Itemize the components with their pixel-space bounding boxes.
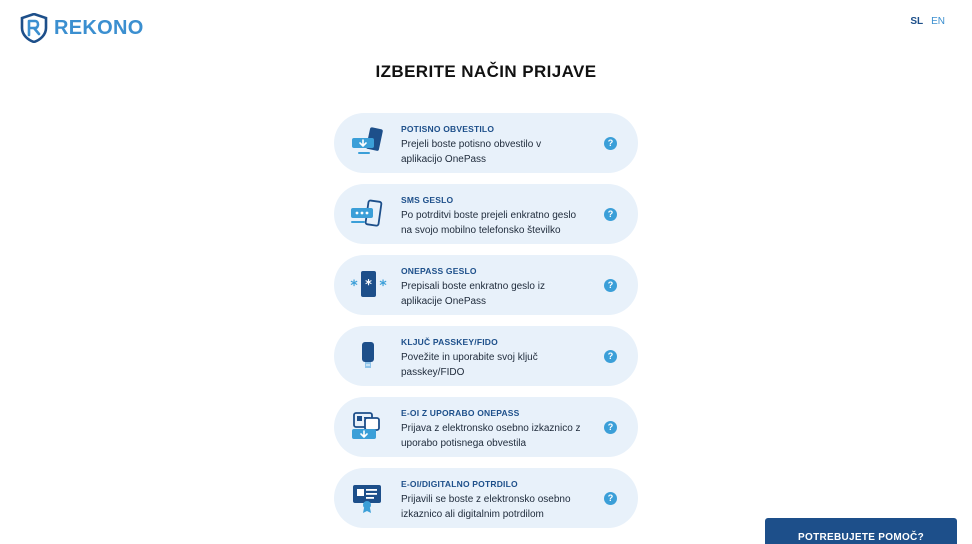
option-eid-onepass[interactable] bbox=[334, 397, 638, 457]
svg-text:*: * bbox=[379, 278, 387, 294]
help-icon[interactable]: ? bbox=[604, 279, 617, 292]
login-options-list bbox=[334, 113, 638, 539]
svg-text:*: * bbox=[350, 278, 358, 294]
option-title: KLJUČ PASSKEY/FIDO bbox=[401, 337, 498, 347]
option-description bbox=[401, 350, 596, 380]
help-icon[interactable]: ? bbox=[604, 208, 617, 221]
rekono-logo[interactable] bbox=[20, 13, 144, 43]
lang-sl[interactable]: SL bbox=[910, 16, 924, 27]
usb-key-icon bbox=[350, 338, 386, 374]
svg-text:*: * bbox=[365, 278, 372, 293]
option-description-line: aplikacijo OnePass bbox=[401, 154, 487, 165]
option-description-line: Po potrditvi boste prejeli enkratno geslo bbox=[401, 210, 577, 221]
option-description bbox=[401, 208, 596, 238]
eid-card-icon bbox=[350, 409, 386, 445]
help-icon[interactable]: ? bbox=[604, 350, 617, 363]
option-passkey-fido[interactable] bbox=[334, 326, 638, 386]
option-description-line: Prejeli boste potisno obvestilo v bbox=[401, 139, 542, 150]
page-title: IZBERITE NAČIN PRIJAVE bbox=[375, 62, 597, 81]
sms-icon bbox=[350, 196, 386, 232]
option-sms[interactable] bbox=[334, 184, 638, 244]
option-title: POTISNO OBVESTILO bbox=[401, 124, 495, 134]
option-title: ONEPASS GESLO bbox=[401, 266, 477, 276]
option-description-line: izkaznico ali digitalnim potrdilom bbox=[401, 509, 544, 520]
option-description bbox=[401, 279, 596, 309]
option-title: E-OI/DIGITALNO POTRDILO bbox=[401, 479, 518, 489]
brand-name: REKONO bbox=[54, 17, 144, 39]
option-description-line: Prepisali boste enkratno geslo iz bbox=[401, 281, 545, 292]
need-help-button[interactable]: POTREBUJETE POMOČ? bbox=[765, 518, 957, 544]
help-icon[interactable]: ? bbox=[604, 421, 617, 434]
option-description-line: na svojo mobilno telefonsko številko bbox=[401, 225, 561, 236]
option-title: SMS GESLO bbox=[401, 195, 454, 205]
onepass-code-icon bbox=[350, 267, 386, 303]
help-icon[interactable]: ? bbox=[604, 492, 617, 505]
option-description bbox=[401, 492, 596, 522]
option-description bbox=[401, 137, 596, 167]
push-notification-icon bbox=[350, 125, 386, 161]
option-description-line: aplikacije OnePass bbox=[401, 296, 487, 307]
certificate-icon bbox=[350, 480, 386, 516]
option-title: E-OI Z UPORABO ONEPASS bbox=[401, 408, 520, 418]
shield-logo-icon bbox=[20, 13, 48, 43]
help-icon[interactable]: ? bbox=[604, 137, 617, 150]
option-description-line: Prijavili se boste z elektronsko osebno bbox=[401, 494, 571, 505]
option-description-line: passkey/FIDO bbox=[401, 367, 465, 378]
option-onepass-code[interactable] bbox=[334, 255, 638, 315]
option-eid-certificate[interactable] bbox=[334, 468, 638, 528]
option-description-line: Prijava z elektronsko osebno izkaznico z bbox=[401, 423, 581, 434]
option-description-line: uporabo potisnega obvestila bbox=[401, 438, 527, 449]
lang-en[interactable]: EN bbox=[931, 16, 945, 27]
option-description bbox=[401, 421, 596, 451]
language-switcher bbox=[910, 16, 945, 28]
option-push-notification[interactable] bbox=[334, 113, 638, 173]
option-description-line: Povežite in uporabite svoj ključ bbox=[401, 352, 538, 363]
